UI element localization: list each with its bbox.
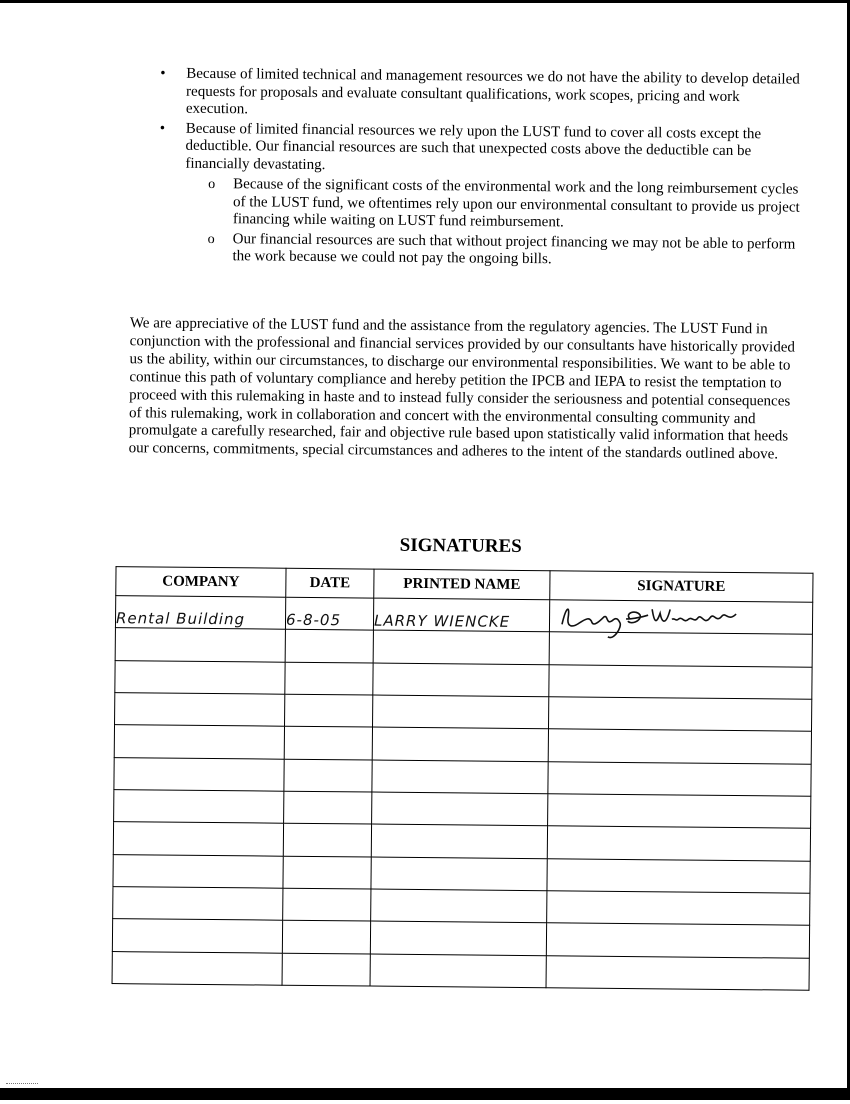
date-cell[interactable] <box>283 856 371 889</box>
company-cell[interactable] <box>115 660 285 694</box>
printed-name-cell[interactable] <box>372 792 548 826</box>
date-cell[interactable] <box>285 662 373 695</box>
bullet-item <box>154 65 804 124</box>
signature-cell[interactable] <box>546 955 809 990</box>
company-cell[interactable] <box>113 822 283 856</box>
date-cell[interactable] <box>284 759 372 792</box>
printed-name-cell[interactable] <box>373 663 549 697</box>
printed-name-cell[interactable] <box>373 695 549 729</box>
bullet-item <box>152 120 803 271</box>
signature-cell[interactable] <box>547 826 810 861</box>
signature-cell[interactable] <box>548 794 811 829</box>
company-cell[interactable] <box>113 887 283 921</box>
company-cell[interactable] <box>114 790 284 824</box>
date-cell[interactable] <box>283 888 371 921</box>
signature-cell[interactable] <box>548 697 811 732</box>
handwritten-signature <box>556 596 756 642</box>
date-cell[interactable]: 6-8-05 <box>285 597 373 630</box>
bullet-text: Because of limited technical and management resources we do not have the ability to develop detailed requests for proposals and evaluate consultant qualifications, work scopes, pricing and work execution. <box>185 65 800 118</box>
date-cell[interactable] <box>282 953 370 986</box>
date-cell[interactable] <box>285 630 373 663</box>
company-cell[interactable] <box>112 951 282 985</box>
date-cell[interactable] <box>285 694 373 727</box>
signature-cell[interactable] <box>548 761 811 796</box>
signature-cell[interactable] <box>547 858 810 893</box>
date-cell[interactable] <box>284 791 372 824</box>
signature-cell[interactable] <box>546 923 809 958</box>
printed-name-cell[interactable] <box>371 857 547 891</box>
company-cell[interactable] <box>114 725 284 759</box>
sub-bullet-item <box>233 176 803 234</box>
date-header: DATE <box>286 568 374 598</box>
signatures-heading: SIGNATURES <box>399 534 522 557</box>
printed-name-cell[interactable] <box>370 921 546 955</box>
signature-cell[interactable] <box>547 891 810 926</box>
company-cell[interactable] <box>114 757 284 791</box>
table-row <box>112 951 809 990</box>
sub-bullet-item <box>232 231 802 271</box>
printed-name-cell[interactable] <box>373 630 549 664</box>
signature-cell[interactable] <box>548 729 811 764</box>
printed-name-cell[interactable] <box>370 954 546 988</box>
sub-bullet-text: Our financial resources are such that without project financing we may not be able to perform the work because we could not pay the ongoing bills. <box>232 230 796 268</box>
company-cell[interactable] <box>113 854 283 888</box>
printed-name-cell[interactable] <box>371 824 547 858</box>
date-cell[interactable] <box>283 824 371 857</box>
company-cell[interactable] <box>115 693 285 727</box>
date-cell[interactable] <box>284 727 372 760</box>
signature-cell[interactable] <box>549 664 812 699</box>
company-cell[interactable] <box>112 919 282 953</box>
bullet-list <box>152 65 804 273</box>
printed-name-cell[interactable] <box>372 760 548 794</box>
signature-header: SIGNATURE <box>550 571 813 603</box>
date-cell[interactable] <box>282 920 370 953</box>
signature-cell[interactable] <box>549 600 812 635</box>
company-cell[interactable] <box>115 628 285 662</box>
signature-table <box>112 566 814 991</box>
bullet-text: Because of limited financial resources we rely upon the LUST fund to cover all costs except the deductible. Our financial resources are such that unexpected costs above the deductible can be financially devastating. <box>185 120 762 173</box>
printed-name-header: PRINTED NAME <box>374 569 550 600</box>
sub-bullet-list <box>184 176 803 271</box>
printed-name-cell[interactable]: LARRY WIENCKE <box>373 598 549 632</box>
closing-paragraph: We are appreciative of the LUST fund and the assistance from the regulatory agencies. The LUST Fund in conjunction with the professional and financial services provided by our consultants have historically provided us the ability, within our circumstances, to discharge our environmental responsibilities. We want to be able to continue this path of voluntary compliance and hereby petition the IPCB and IEPA to resist the temptation to proceed with this rulemaking in haste and to instead fully consider the seriousness and potential consequences of this rulemaking, work in collaboration and concert with the environmental consulting community and promulgate a carefully researched, fair and objective rule based upon statistically valid information that heeds our concerns, commitments, special circumstances and adheres to the intent of the standards outlined above. <box>128 315 795 463</box>
sub-bullet-text: Because of the significant costs of the environmental work and the long reimbursement cycles of the LUST fund, we oftentimes rely upon our environmental consultant to provide us project financing while waiting on LUST fund reimbursement. <box>232 176 800 231</box>
printed-name-cell[interactable] <box>371 889 547 923</box>
printed-name-cell[interactable] <box>372 727 548 761</box>
company-cell[interactable]: Rental Building <box>115 596 285 630</box>
company-header: COMPANY <box>116 567 286 598</box>
